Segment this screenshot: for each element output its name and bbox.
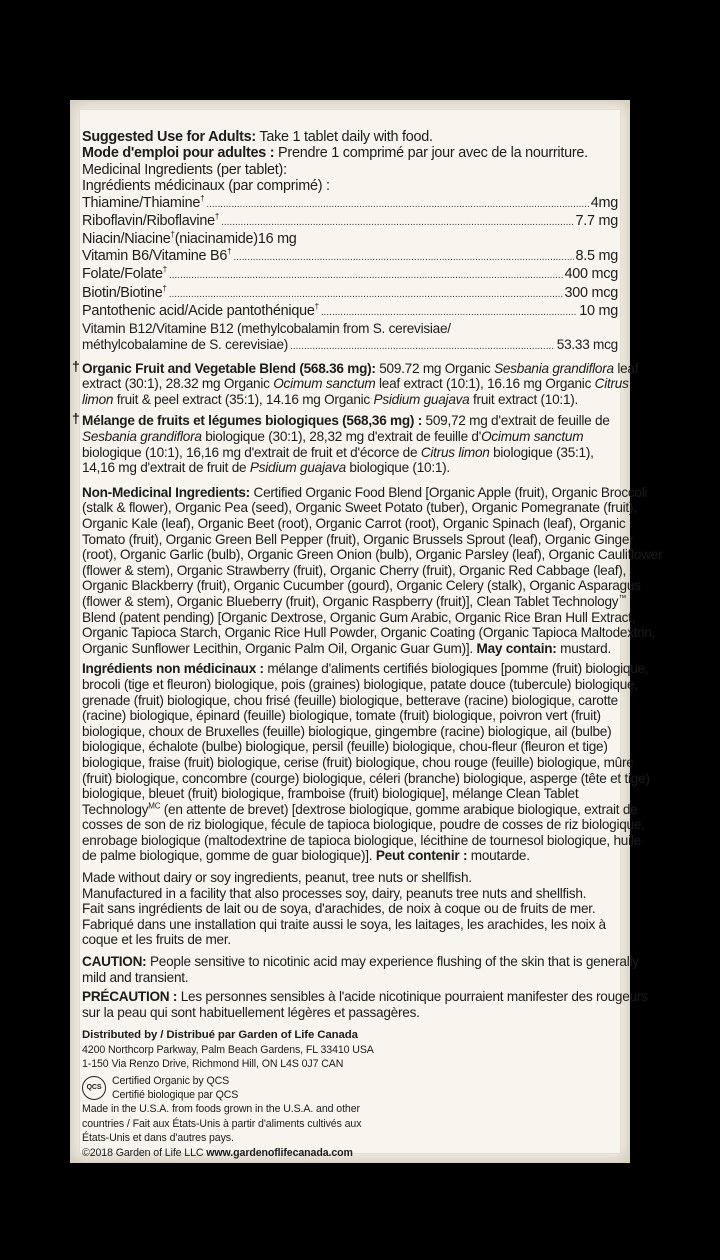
ingredient-row: Folate/Folate† ..... 400 mcg — [82, 266, 618, 284]
label-content — [72, 129, 663, 1160]
caution-fr: PRÉCAUTION : Les personnes sensibles à l'acide nicotinique pourraient manifester des rougeurs sur la peau qui sont habituellement légères et passagères. — [82, 989, 648, 1020]
non-medicinal-en: Non-Medicinal Ingredients: Certified Organic Food Blend [Organic Apple (fruit), Organic Broccoli (stalk & flower), Organic Pea (seed), Organic Sweet Potato (tuber), Organic Pomegranate (fruit), Organic Kale (leaf), Organic Beet (root), Organic Carrot (root), Organic Spinach (leaf), Organic Tomato (fruit), Organic Green Bell Pepper (fruit), Organic Brussels Sprout (leaf), Organic Ginger (root), Organic Garlic (bulb), Organic Green Onion (bulb), Organic Parsley (leaf), Organic Cauliflower (flower & stem), Organic Strawberry (fruit), Organic Cherry (fruit), Organic Red Cabbage (leaf), Organic Blackberry (fruit), Organic Cucumber (gourd), Organic Celery (stalk), Organic Asparagus (flower & stem), Organic Blueberry (fruit), Organic Raspberry (fruit)], Clean Tablet Technology™ Blend (patent pending) [Organic Dextrose, Organic Gum Arabic, Organic Rice Bran Hull Extract, Organic Tapioca Starch, Organic Rice Hull Powder, Organic Coating (Organic Tapioca Maltodextrin, Organic Sunflower Lecithin, Organic Palm Oil, Organic Guar Gum)]. May contain: mustard. — [82, 484, 663, 656]
address-ca: 1-150 Via Renzo Drive, Richmond Hill, ON L4S 0J7 CAN — [82, 1058, 344, 1071]
ingredient-row: Thiamine/Thiamine† ..... 4mg — [82, 195, 618, 213]
caution-en: CAUTION: People sensitive to nicotinic acid may experience flushing of the skin that is generally mild and transient. — [82, 954, 639, 985]
ingredient-row: Vitamin B6/Vitamine B6† ..... 8.5 mg — [82, 248, 618, 266]
non-medicinal-fr: Ingrédients non médicinaux : mélange d'aliments certifiés biologiques [pomme (fruit) biologique, brocoli (tige et fleuron) biologique, pois (graines) biologique, patate douce (tubercule) biologique, grenade (fruit) biologique, chou frisé (feuille) biologique, betterave (racine) biologique, carotte (racine) biologique, épinard (feuille) biologique, tomate (fruit) biologique, poivron vert (fruit) biologique, choux de Bruxelles (feuille) biologique, gingembre (racine) biologique, ail (bulbe) biologique, échalote (bulbe) biologique, persil (feuille) biologique, chou-fleur (fleuron et tige) biologique, fraise (fruit) biologique, cerise (fruit) biologique, chou rouge (feuille) biologique, mûre (fruit) biologique, concombre (courge) biologique, céleri (branche) biologique, asperge (tête et tige) biologique, bleuet (fruit) biologique, framboise (fruit) biologique], mélange Clean Tablet Technology$^{MC}$ (en attente de brevet) [dextrose biologique, gomme arabique biologique, extrait de cosses de son de riz biologique, fécule de tapioca biologique, poudre de cosses de riz biologique, enrobage biologique (maltodextrine de tapioca biologique, lécithine de tournesol biologique, huile de palme biologique, gomme de guar biologique)]. Peut contenir : moutarde. — [82, 661, 650, 864]
blend-fr: † Mélange de fruits et légumes biologiques (568,36 mg) : 509,72 mg d'extrait de feuille de Sesbania grandiflora biologique (30:1), 28,32 mg d'extrait de feuille d'Ocimum sanctum biologique (10:1), 16,16 mg d'extrait de fruit et d'écorce de Citrus limon biologique (35:1), 14,16 mg d'extrait de fruit de Psidium guajava biologique (10:1). — [72, 410, 610, 476]
distributor-block: Distributed by / Distribué par Garden of Life Canada 4200 Northcorp Parkway, Palm Beach Gardens, FL 33410 USA 1-150 Via Renzo Drive, Richmond Hill, ON L4S 0J7 CAN QCS Certified Organic by QCS Certifié biologique par QCS Made in the U.S.A. from foods grown in the U.S.A. and other countries / Fait aux États-Unis à partir d'aliments cultivés aux États-Unis et dans d'autres pays. ©2018 Garden of Life LLC www.gardenoflifecanada.com — [82, 1028, 618, 1160]
dagger-mark: † — [72, 357, 80, 374]
allergen-statement: Made without dairy or soy ingredients, peanut, tree nuts or shellfish. Manufactured in a facility that also processes soy, dairy, peanuts tree nuts and shellfish. Fait sans ingrédients de lait ou de soya, d'arachides, de noix à coque ou de fruits de mer. Fabriqué dans une installation qui traite aussi le soya, les laitages, les arachides, les noix à coque et les fruits de mer. — [82, 870, 606, 948]
medicinal-heading-fr: Ingrédients médicinaux (par comprimé) : — [82, 178, 330, 195]
ingredient-b12-line1: Vitamin B12/Vitamine B12 (methylcobalamin from S. cerevisiae/ — [82, 321, 451, 337]
medicinal-heading-en: Medicinal Ingredients (per tablet): — [82, 161, 287, 178]
ingredient-row: Pantothenic acid/Acide pantothénique† ..... 10 mg — [82, 303, 618, 321]
blend-en: † Organic Fruit and Vegetable Blend (568.36 mg): 509.72 mg Organic Sesbania grandiflora leaf extract (30:1), 28.32 mg Organic Ocimum sanctum leaf extract (10:1), 16.16 mg Organic Citrus limon fruit & peel extract (35:1), 14.16 mg Organic Psidium guajava fruit extract (10:1). — [72, 357, 639, 407]
copyright-line: ©2018 Garden of Life LLC www.gardenoflifecanada.com — [82, 1146, 353, 1159]
dagger-mark: † — [72, 410, 80, 427]
ingredient-row: Riboflavin/Riboflavine† ..... 7.7 mg — [82, 213, 618, 231]
distributor-label: Distributed by / Distribué par Garden of Life Canada — [82, 1029, 358, 1042]
ingredient-row: Biotin/Biotine† ..... 300 mcg — [82, 285, 618, 303]
suggested-use-en: Suggested Use for Adults: Take 1 tablet daily with food. — [82, 129, 433, 145]
ingredient-row: Niacin/Niacine†(niacinamide)16 mg — [82, 230, 297, 248]
ingredient-b12-line2: méthylcobalamine de S. cerevisiae) ..... 53.33 mcg — [82, 337, 618, 355]
qcs-certification: QCS Certified Organic by QCS Certifié biologique par QCS — [82, 1074, 618, 1103]
qcs-logo-icon: QCS — [82, 1076, 106, 1100]
suggested-use-fr: Mode d'emploi pour adultes : Prendre 1 comprimé par jour avec de la nourriture. — [82, 145, 588, 162]
address-us: 4200 Northcorp Parkway, Palm Beach Gardens, FL 33410 USA — [82, 1043, 374, 1056]
website-link[interactable]: www.gardenoflifecanada.com — [206, 1146, 353, 1159]
